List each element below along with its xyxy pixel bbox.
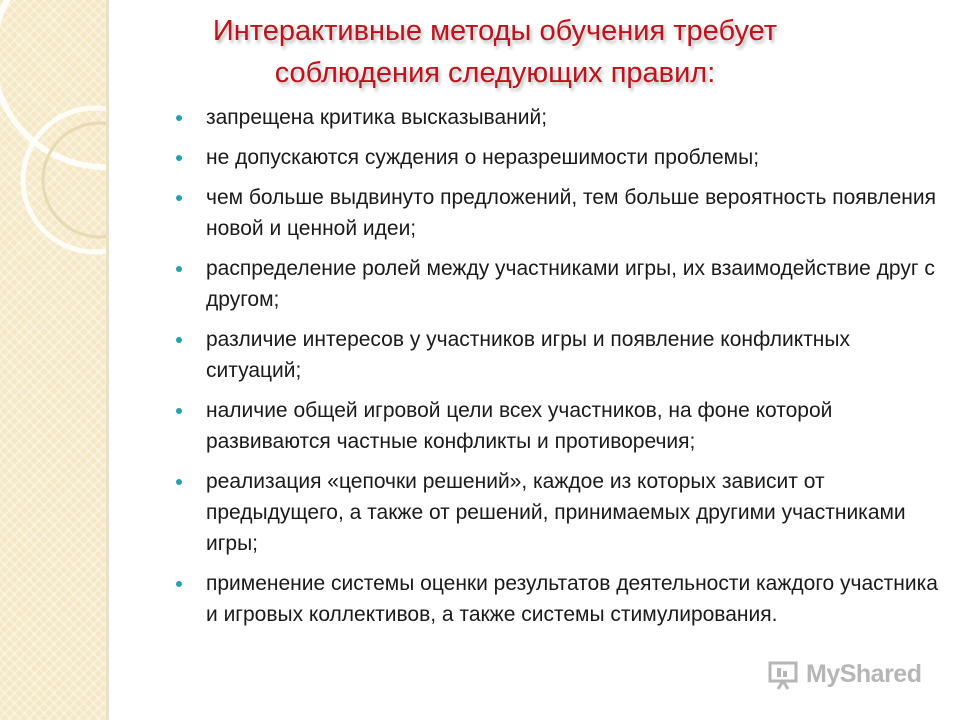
bullet-dot-icon [176,479,182,485]
rule-item [170,395,940,457]
rule-item [170,568,940,630]
rule-item [170,324,940,386]
title-line-1: Интерактивные методы обучения требует [212,15,778,47]
bullet-dot-icon [176,581,182,587]
rule-text: чем больше выдвинуто предложений, тем больше вероятность появления новой и ценной идеи; [206,186,936,240]
rule-text: наличие общей игровой цели всех участников, на фоне которой развиваются частные конфликты и противоречия; [206,399,833,453]
bullet-dot-icon [176,337,182,343]
rules-list [170,102,940,639]
rule-item [170,466,940,559]
rule-text: реализация «цепочки решений», каждое из которых зависит от предыдущего, а также от решений, принимаемых другими участниками игры; [206,470,906,555]
decorative-circles [0,0,108,720]
bullet-dot-icon [176,155,182,161]
rule-text: распределение ролей между участниками игры, их взаимодействие друг с другом; [206,257,935,311]
slide-title [150,10,840,94]
presentation-board-icon [766,657,800,691]
decorative-side-panel [0,0,108,720]
bullet-dot-icon [176,266,182,272]
rule-item [170,182,940,244]
rule-text: различие интересов у участников игры и появление конфликтных ситуаций; [206,328,850,382]
rule-item [170,253,940,315]
rule-item [170,102,940,133]
side-divider [106,0,109,720]
bullet-dot-icon [176,195,182,201]
title-line-2: соблюдения следующих правил: [274,57,716,89]
watermark-text: MyShared [806,659,922,688]
rule-text: запрещена критика высказываний; [206,106,548,129]
rule-text: применение системы оценки результатов деятельности каждого участника и игровых коллективов, а также системы стимулирования. [206,572,938,626]
rule-item [170,142,940,173]
bullet-dot-icon [176,115,182,121]
bullet-dot-icon [176,408,182,414]
rule-text: не допускаются суждения о неразрешимости проблемы; [206,146,760,169]
myshared-watermark[interactable] [766,656,921,692]
